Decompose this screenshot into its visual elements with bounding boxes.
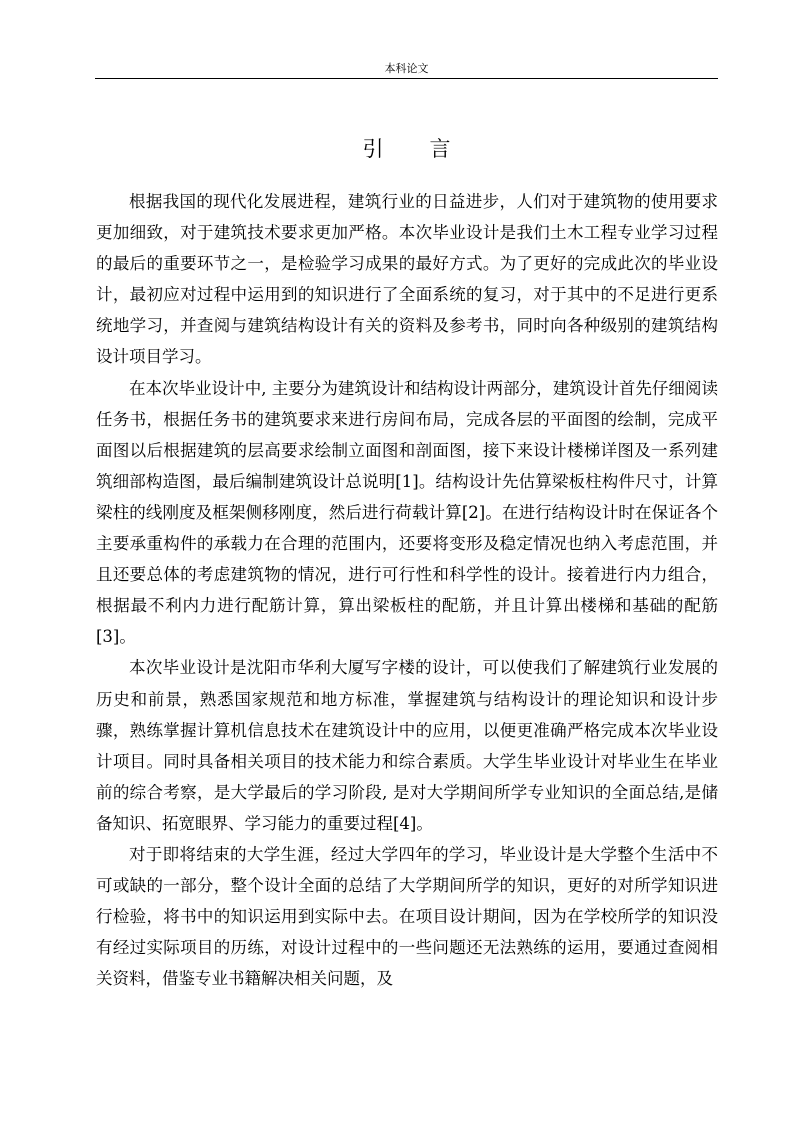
running-header: 本科论文 [384, 62, 429, 75]
body-text [96, 186, 718, 994]
paragraph: 对于即将结束的大学生涯，经过大学四年的学习，毕业设计是大学整个生活中不可或缺的一部分，整个设计全面的总结了大学期间所学的知识，更好的对所学知识进行检验，将书中的知识运用到实际中去。在项目设计期间，因为在学校所学的知识没有经过实际项目的历练，对设计过程中的一些问题还无法熟练的运用，要通过查阅相关资料，借鉴专业书籍解决相关问题，及 [96, 844, 718, 989]
section-title [95, 134, 718, 164]
paragraph: 本次毕业设计是沈阳市华利大厦写字楼的设计，可以使我们了解建筑行业发展的历史和前景，熟悉国家规范和地方标准，掌握建筑与结构设计的理论知识和设计步骤，熟练掌握计算机信息技术在建筑设计中的应用，以便更准确严格完成本次毕业设计项目。同时具备相关项目的技术能力和综合素质。大学生毕业设计对毕业生在毕业前的综合考察，是大学最后的学习阶段, 是对大学期间所学专业知识的全面总结,是储备知识、拓宽眼界、学习能力的重要过程[4]。 [96, 658, 718, 833]
title-char-2: 言 [429, 137, 451, 161]
header-rule [95, 78, 718, 79]
paragraph: 根据我国的现代化发展进程，建筑行业的日益进步，人们对于建筑物的使用要求更加细致，对于建筑技术要求更加严格。本次毕业设计是我们土木工程专业学习过程的最后的重要环节之一，是检验学习成果的最好方式。为了更好的完成此次的毕业设计，最初应对过程中运用到的知识进行了全面系统的复习，对于其中的不足进行更系统地学习，并查阅与建筑结构设计有关的资料及参考书，同时向各种级别的建筑结构设计项目学习。 [96, 192, 718, 367]
paragraph: 在本次毕业设计中, 主要分为建筑设计和结构设计两部分，建筑设计首先仔细阅读任务书，根据任务书的建筑要求来进行房间布局，完成各层的平面图的绘制，完成平面图以后根据建筑的层高要求绘制立面图和剖面图，接下来设计楼梯详图及一系列建筑细部构造图，最后编制建筑设计总说明[1]。结构设计先估算梁板柱构件尺寸，计算梁柱的线刚度及框架侧移刚度，然后进行荷载计算[2]。在进行结构设计时在保证各个主要承重构件的承载力在合理的范围内，还要将变形及稳定情况也纳入考虑范围，并且还要总体的考虑建筑物的情况，进行可行性和科学性的设计。接着进行内力组合，根据最不利内力进行配筋计算，算出梁板柱的配筋，并且计算出楼梯和基础的配筋[3]。 [96, 378, 718, 647]
title-char-1: 引 [362, 137, 384, 161]
